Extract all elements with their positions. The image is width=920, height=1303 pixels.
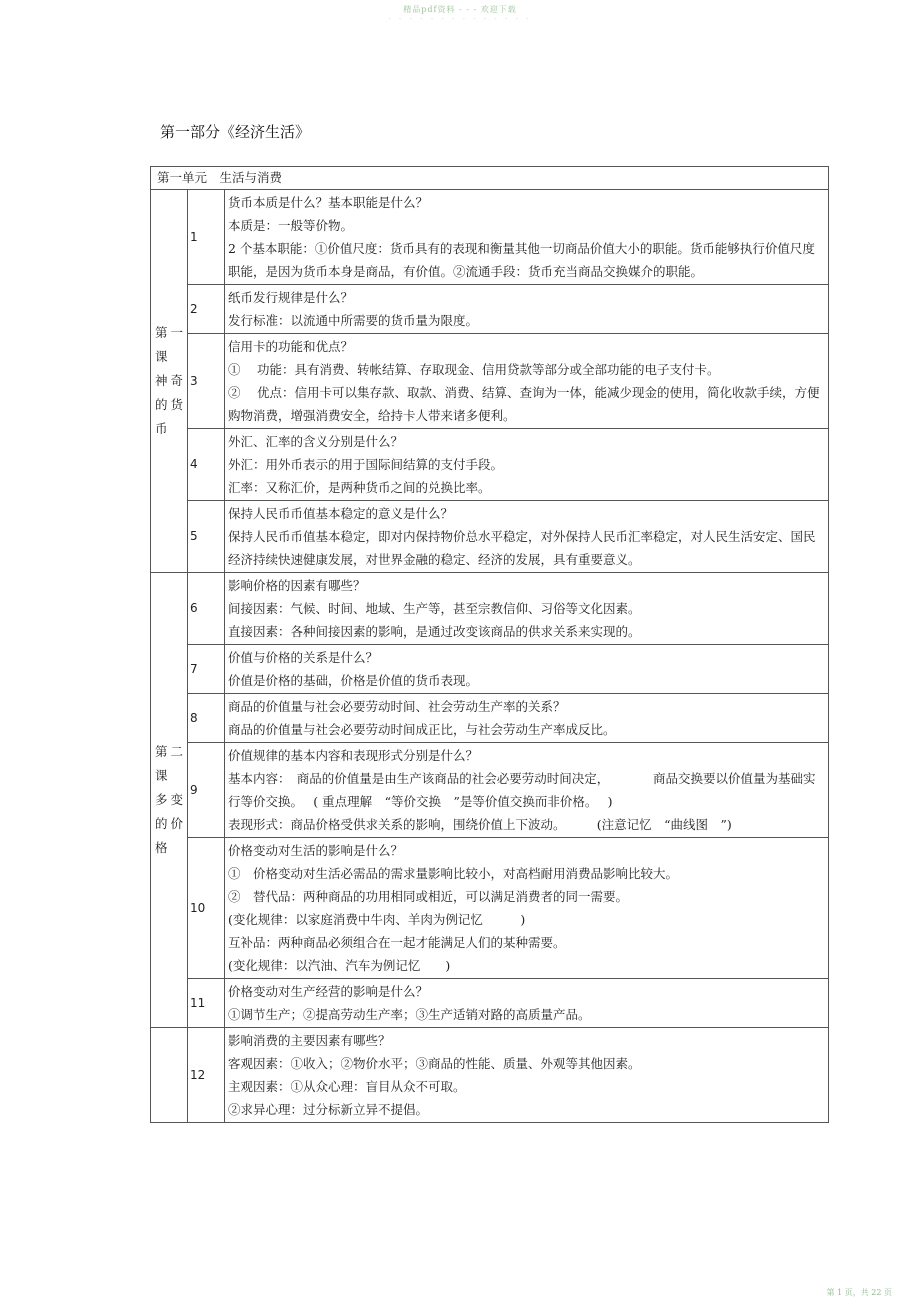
table-row: [151, 573, 829, 645]
row-content: [225, 694, 829, 743]
row-number: 10: [188, 838, 225, 979]
row-content: [225, 285, 829, 334]
answer-text: 表现形式：商品价格受供求关系的影响，围绕价值上下波动。 (注意记忆 “曲线图 ”): [228, 817, 732, 832]
row-number: 3: [188, 334, 225, 429]
row-number: 12: [188, 1028, 225, 1123]
question-text: 价值与价格的关系是什么？: [228, 650, 379, 665]
answer-text: (变化规律：以汽油、汽车为例记忆 ): [228, 958, 451, 973]
table-row: [151, 694, 829, 743]
row-number: 6: [188, 573, 225, 645]
row-number: 9: [188, 743, 225, 838]
question-text: 价值规律的基本内容和表现形式分别是什么？: [228, 748, 479, 763]
answer-text: ②求异心理：过分标新立异不提倡。: [228, 1102, 429, 1117]
table-row: [151, 979, 829, 1028]
question-text: 信用卡的功能和优点？: [228, 339, 354, 354]
table-row: [151, 429, 829, 501]
table-row: [151, 190, 829, 285]
question-text: 保持人民币币值基本稳定的意义是什么？: [228, 506, 454, 521]
table-row: [151, 334, 829, 429]
answer-text: 主观因素：①从众心理：盲目从众不可取。: [228, 1079, 466, 1094]
lesson-cell: 第二课 多变的价格: [151, 573, 188, 1028]
row-content: [225, 743, 829, 838]
row-content: [225, 838, 829, 979]
table-row: [151, 838, 829, 979]
row-content: [225, 429, 829, 501]
answer-text: 商品的价值量与社会必要劳动时间成正比，与社会劳动生产率成反比。: [228, 722, 616, 737]
question-text: 价格变动对生产经营的影响是什么？: [228, 984, 429, 999]
answer-text: 汇率：又称汇价，是两种货币之间的兑换比率。: [228, 480, 491, 495]
row-number: 2: [188, 285, 225, 334]
row-number: 11: [188, 979, 225, 1028]
answer-text: 本质是：一般等价物。: [228, 218, 354, 233]
answer-text: 2 个基本职能：①价值尺度：货币具有的表现和衡量其他一切商品价值大小的职能。货币能够执行价值尺度职能，是因为货币本身是商品，有价值。②流通手段：货币充当商品交换媒介的职能。: [228, 241, 815, 279]
table-row: [151, 501, 829, 573]
question-text: 商品的价值量与社会必要劳动时间、社会劳动生产率的关系？: [228, 699, 566, 714]
page-number: 第 1 页，共 22 页: [826, 1288, 892, 1297]
answer-text: ① 功能：具有消费、转帐结算、存取现金、信用贷款等部分或全部功能的电子支付卡。: [228, 362, 720, 377]
download-banner: 精品pdf资料 - - - 欢迎下载: [403, 5, 517, 14]
row-number: 5: [188, 501, 225, 573]
row-content: [225, 979, 829, 1028]
unit-header: 第一单元 生活与消费: [151, 167, 829, 190]
lesson-cell: 第一课 神奇的货币: [151, 190, 188, 573]
row-content: [225, 334, 829, 429]
answer-text: (变化规律：以家庭消费中牛肉、羊肉为例记忆 ): [228, 912, 526, 927]
row-number: 1: [188, 190, 225, 285]
row-number: 7: [188, 645, 225, 694]
page-title: 第一部分《经济生活》: [160, 123, 311, 141]
answer-text: ① 价格变动对生活必需品的需求量影响比较小，对高档耐用消费品影响比较大。: [228, 866, 679, 881]
question-text: 价格变动对生活的影响是什么？: [228, 843, 404, 858]
answer-text: 间接因素：气候、时间、地域、生产等，甚至宗教信仰、习俗等文化因素。: [228, 601, 641, 616]
row-content: [225, 1028, 829, 1123]
row-content: [225, 501, 829, 573]
question-text: 纸币发行规律是什么？: [228, 290, 354, 305]
table-row: [151, 285, 829, 334]
row-content: [225, 573, 829, 645]
lesson-cell: [151, 1028, 188, 1123]
answer-text: 保持人民币币值基本稳定，即对内保持物价总水平稳定，对外保持人民币汇率稳定，对人民生活安定、国民经济持续快速健康发展，对世界金融的稳定、经济的发展，具有重要意义。: [228, 529, 816, 567]
question-text: 影响价格的因素有哪些？: [228, 578, 366, 593]
question-text: 外汇、汇率的含义分别是什么？: [228, 434, 404, 449]
row-content: [225, 645, 829, 694]
table-row: [151, 1028, 829, 1123]
answer-text: 外汇：用外币表示的用于国际间结算的支付手段。: [228, 457, 504, 472]
banner-dots: - - - - - - - - - - - - - -: [388, 15, 532, 23]
table-row: [151, 645, 829, 694]
answer-text: ② 替代品：两种商品的功用相同或相近，可以满足消费者的同一需要。: [228, 889, 629, 904]
answer-text: 价值是价格的基础，价格是价值的货币表现。: [228, 673, 479, 688]
content-table: [150, 166, 829, 1123]
row-content: [225, 190, 829, 285]
question-text: 货币本质是什么？基本职能是什么？: [228, 195, 429, 210]
answer-text: 客观因素：①收入；②物价水平；③商品的性能、质量、外观等其他因素。: [228, 1056, 641, 1071]
answer-text: ①调节生产；②提高劳动生产率；③生产适销对路的高质量产品。: [228, 1007, 591, 1022]
row-number: 8: [188, 694, 225, 743]
answer-text: 基本内容： 商品的价值量是由生产该商品的社会必要劳动时间决定， 商品交换要以价值量为基础实行等价交换。 ( 重点理解 “等价交换 ”是等价值交换而非价格。 ): [228, 771, 816, 809]
answer-text: 发行标准：以流通中所需要的货币量为限度。: [228, 313, 479, 328]
answer-text: 互补品：两种商品必须组合在一起才能满足人们的某种需要。: [228, 935, 566, 950]
answer-text: 直接因素：各种间接因素的影响，是通过改变该商品的供求关系来实现的。: [228, 624, 641, 639]
question-text: 影响消费的主要因素有哪些？: [228, 1033, 391, 1048]
row-number: 4: [188, 429, 225, 501]
answer-text: ② 优点：信用卡可以集存款、取款、消费、结算、查询为一体，能减少现金的使用，简化收款手续，方便购物消费，增强消费安全，给持卡人带来诸多便利。: [228, 385, 820, 423]
table-row: [151, 743, 829, 838]
